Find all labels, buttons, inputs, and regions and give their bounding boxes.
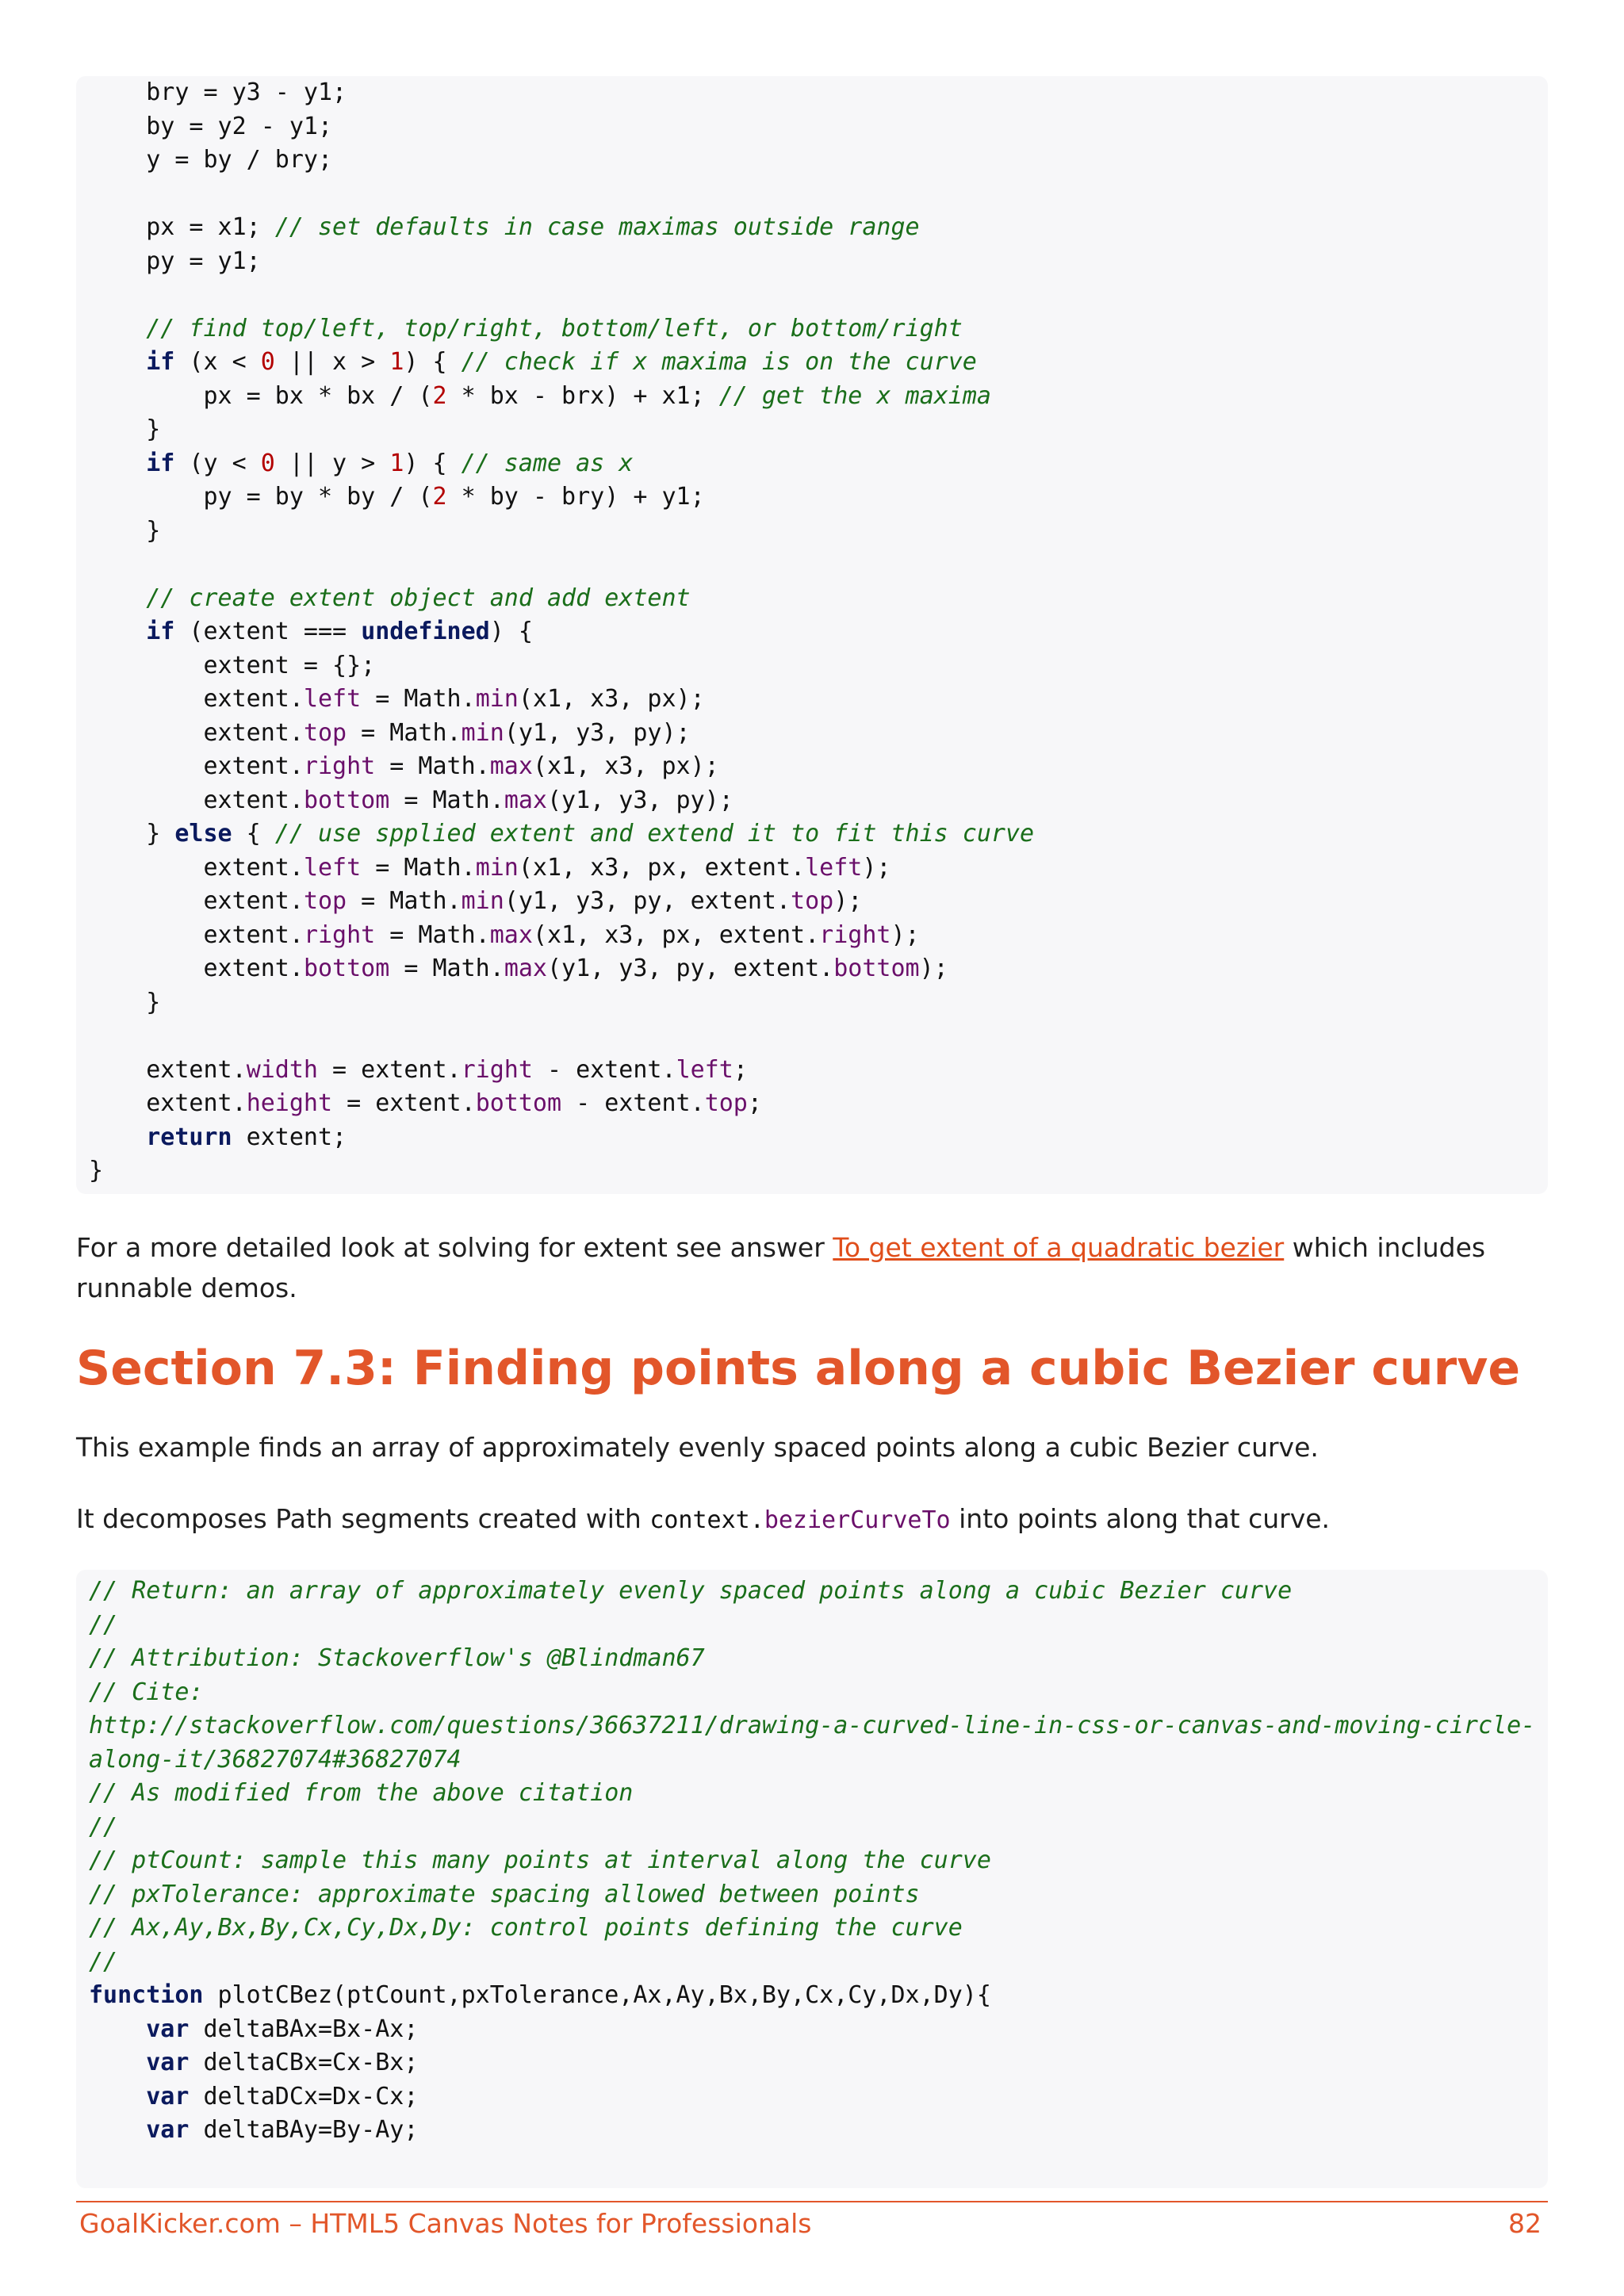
- code-text: (x1, x3, px);: [518, 685, 705, 713]
- code-line: [89, 110, 1548, 144]
- code-line: [89, 515, 1548, 549]
- code-line: [89, 413, 1548, 447]
- code-keyword: if: [146, 449, 175, 477]
- footer-title: GoalKicker.com – HTML5 Canvas Notes for Professionals: [79, 2208, 812, 2239]
- code-line: [89, 144, 1548, 178]
- code-text: bry = y3 - y1;: [89, 78, 347, 106]
- code-comment: // get the x maxima: [718, 381, 991, 410]
- code-property: left: [303, 685, 362, 713]
- code-comment: along-it/36827074#36827074: [89, 1745, 462, 1774]
- code-line: [89, 278, 1548, 312]
- code-line: [89, 582, 1548, 616]
- code-line: [89, 1642, 1548, 1676]
- code-keyword: undefined: [361, 618, 490, 645]
- code-text: );: [862, 853, 891, 882]
- code-property: max: [489, 920, 533, 949]
- paragraph-decomposes: [76, 1498, 1548, 1540]
- code-property: right: [819, 920, 891, 949]
- code-property: right: [461, 1055, 533, 1084]
- code-text: (y <: [174, 449, 261, 477]
- code-text: );: [919, 955, 948, 982]
- code-text: deltaBAx=Bx-Ax;: [189, 2015, 419, 2043]
- code-text: (x1, x3, px, extent.: [518, 853, 806, 882]
- code-line: [89, 1609, 1548, 1643]
- code-line: [89, 1575, 1548, 1609]
- code-keyword: var: [146, 2082, 190, 2110]
- code-comment: // set defaults in case maximas outside range: [274, 213, 920, 241]
- code-keyword: if: [146, 618, 175, 645]
- code-text: [89, 2083, 146, 2110]
- code-keyword: var: [146, 2049, 190, 2076]
- code-property: max: [504, 955, 547, 982]
- code-property: right: [303, 920, 376, 949]
- code-text: }: [89, 516, 161, 545]
- code-text: = Math.: [347, 718, 462, 747]
- code-text: extent.: [89, 887, 304, 915]
- code-line: [89, 2013, 1548, 2047]
- section-heading: Section 7.3: Finding points along a cubic Bezier curve: [76, 1341, 1521, 1396]
- code-comment: // As modified from the above citation: [89, 1779, 634, 1807]
- code-block-extent: [76, 76, 1548, 1194]
- code-text: = Math.: [347, 887, 462, 915]
- code-line: [89, 1946, 1548, 1980]
- code-text: [89, 315, 146, 342]
- code-text: extent.: [89, 1089, 247, 1117]
- code-text: );: [891, 920, 920, 949]
- code-keyword: if: [146, 348, 175, 376]
- code-text: = Math.: [389, 786, 504, 814]
- code-line: [89, 1121, 1548, 1155]
- code-line: [89, 750, 1548, 784]
- code-text: );: [833, 887, 863, 915]
- code-text: extent.: [89, 920, 304, 949]
- code-text: - extent.: [532, 1055, 676, 1084]
- code-text: extent;: [232, 1123, 347, 1151]
- code-line: [89, 683, 1548, 717]
- code-text: || y >: [274, 449, 390, 477]
- code-property: bottom: [303, 786, 390, 814]
- code-line: [89, 2046, 1548, 2080]
- code-keyword: else: [174, 820, 232, 848]
- code-text: = Math.: [389, 955, 504, 982]
- code-line: [89, 245, 1548, 279]
- code-text: {: [232, 820, 275, 848]
- code-text: extent.: [89, 752, 304, 780]
- paragraph-text: into points along that curve.: [950, 1503, 1331, 1534]
- code-line: [89, 1020, 1548, 1054]
- code-text: [89, 618, 146, 645]
- code-property: min: [475, 685, 519, 713]
- code-text: (x1, x3, px, extent.: [532, 920, 820, 949]
- code-property: top: [704, 1089, 748, 1117]
- code-text: = Math.: [375, 752, 490, 780]
- code-line: [89, 1979, 1548, 2013]
- code-text: }: [89, 1157, 104, 1184]
- code-property: width: [246, 1055, 318, 1084]
- code-comment: // pxTolerance: approximate spacing allowed between points: [89, 1880, 920, 1908]
- code-text: = extent.: [332, 1089, 476, 1117]
- code-comment: // create extent object and add extent: [146, 584, 691, 612]
- code-text: (y1, y3, py);: [547, 786, 733, 814]
- code-comment: // Return: an array of approximately evenly spaced points along a cubic Bezier curve: [89, 1577, 1293, 1605]
- code-comment: //: [89, 1610, 118, 1639]
- code-text: deltaCBx=Cx-Bx;: [189, 2049, 419, 2076]
- code-keyword: function: [89, 1981, 204, 2009]
- code-text: = Math.: [375, 920, 490, 949]
- code-text: * bx - brx) + x1;: [446, 381, 719, 410]
- paragraph-extent-note: [76, 1227, 1548, 1308]
- code-text: plotCBez(ptCount,pxTolerance,Ax,Ay,Bx,By,Cx,Cy,Dx,Dy){: [203, 1981, 991, 2009]
- code-comment: // find top/left, top/right, bottom/left, or bottom/right: [146, 314, 963, 342]
- code-line: [89, 178, 1548, 212]
- code-text: extent.: [89, 853, 304, 882]
- code-line: [89, 76, 1548, 110]
- code-line: [89, 2114, 1548, 2148]
- code-text: (x1, x3, px);: [532, 752, 719, 780]
- code-property: min: [461, 887, 504, 915]
- code-property: top: [791, 887, 834, 915]
- code-text: }: [89, 415, 161, 443]
- code-text: (extent ===: [174, 618, 362, 645]
- code-text: = extent.: [318, 1055, 462, 1084]
- code-text: (y1, y3, py);: [504, 718, 691, 747]
- paragraph-intro: This example finds an array of approximately evenly spaced points along a cubic Bezier curve.: [76, 1432, 1319, 1463]
- inline-code: [649, 1506, 950, 1534]
- code-text: ;: [733, 1055, 748, 1084]
- code-text: (y1, y3, py, extent.: [547, 955, 834, 982]
- code-comment: //: [89, 1947, 118, 1976]
- extent-answer-link[interactable]: To get extent of a quadratic bezier: [833, 1232, 1285, 1263]
- code-line: [89, 1777, 1548, 1811]
- code-line: [89, 717, 1548, 751]
- code-property: bottom: [475, 1089, 562, 1117]
- code-line: [89, 2080, 1548, 2114]
- code-text: }: [89, 820, 175, 848]
- code-property: bottom: [833, 955, 920, 982]
- code-text: = Math.: [361, 853, 476, 882]
- code-comment: //: [89, 1812, 118, 1841]
- code-property: bottom: [303, 955, 390, 982]
- code-text: - extent.: [561, 1089, 705, 1117]
- code-text: ) {: [489, 618, 533, 645]
- code-comment: // ptCount: sample this many points at interval along the curve: [89, 1846, 991, 1874]
- code-text: px = x1;: [89, 213, 275, 241]
- code-text: (x <: [174, 348, 261, 376]
- code-comment: // Attribution: Stackoverflow's @Blindman67: [89, 1644, 705, 1672]
- code-property: min: [475, 853, 519, 882]
- code-text: }: [89, 988, 161, 1016]
- code-comment: // Cite:: [89, 1678, 204, 1706]
- code-number: 0: [260, 449, 275, 477]
- code-text: || x >: [274, 348, 390, 376]
- code-number: 1: [389, 348, 404, 376]
- code-keyword: return: [146, 1123, 232, 1151]
- code-comment: http://stackoverflow.com/questions/36637211/drawing-a-curved-line-in-css-or-canvas-and-moving-circle-: [89, 1712, 1536, 1739]
- code-property: top: [303, 718, 347, 747]
- code-text: * by - bry) + y1;: [446, 483, 705, 511]
- code-line: [89, 447, 1548, 481]
- code-text: [89, 2049, 146, 2076]
- code-text: [89, 1123, 146, 1151]
- code-number: 2: [432, 483, 447, 511]
- paragraph-text: It decomposes Path segments created with: [76, 1503, 650, 1534]
- code-comment: // use spplied extent and extend it to fit this curve: [274, 820, 1035, 848]
- code-text: [89, 348, 146, 376]
- inline-code-object: context.: [649, 1506, 764, 1534]
- code-property: left: [805, 853, 863, 882]
- code-text: extent = {};: [89, 651, 376, 679]
- code-text: by = y2 - y1;: [89, 112, 333, 140]
- code-text: py = by * by / (: [89, 483, 433, 511]
- code-property: min: [461, 718, 504, 747]
- code-keyword: var: [146, 2116, 190, 2144]
- code-line: [89, 649, 1548, 683]
- code-property: max: [489, 752, 533, 780]
- footer-divider: [76, 2201, 1548, 2202]
- code-text: extent.: [89, 786, 304, 814]
- code-line: [89, 1709, 1548, 1743]
- code-property: top: [303, 887, 347, 915]
- code-property: height: [246, 1089, 333, 1117]
- code-line: [89, 784, 1548, 818]
- code-text: extent.: [89, 718, 304, 747]
- code-property: right: [303, 752, 376, 780]
- code-text: extent.: [89, 955, 304, 982]
- code-comment: // same as x: [461, 449, 634, 477]
- code-number: 1: [389, 449, 404, 477]
- code-line: [89, 1087, 1548, 1121]
- code-comment: // check if x maxima is on the curve: [461, 348, 977, 376]
- code-line: [89, 615, 1548, 649]
- paragraph-text: which includes runnable demos.: [76, 1232, 1486, 1303]
- page-number: 82: [1508, 2208, 1542, 2239]
- code-line: [89, 346, 1548, 380]
- code-number: 2: [432, 381, 447, 410]
- code-line: [89, 1676, 1548, 1710]
- code-line: [89, 1911, 1548, 1946]
- code-keyword: var: [146, 2015, 190, 2043]
- code-line: [89, 885, 1548, 919]
- code-text: [89, 2015, 146, 2043]
- code-text: (y1, y3, py, extent.: [504, 887, 791, 915]
- code-property: max: [504, 786, 547, 814]
- code-text: extent.: [89, 1055, 247, 1084]
- code-line: [89, 380, 1548, 414]
- code-text: ) {: [404, 348, 462, 376]
- code-line: [89, 1743, 1548, 1777]
- code-text: [89, 450, 146, 477]
- code-text: y = by / bry;: [89, 146, 333, 174]
- code-line: [89, 548, 1548, 582]
- code-number: 0: [260, 348, 275, 376]
- code-line: [89, 919, 1548, 953]
- code-line: [89, 1844, 1548, 1878]
- code-text: deltaDCx=Dx-Cx;: [189, 2082, 419, 2110]
- code-property: left: [676, 1055, 733, 1084]
- code-line: [89, 1154, 1548, 1188]
- code-text: [89, 584, 146, 612]
- code-line: [89, 1054, 1548, 1088]
- code-text: deltaBAy=By-Ay;: [189, 2116, 419, 2144]
- code-line: [89, 952, 1548, 986]
- code-text: px = bx * bx / (: [89, 381, 433, 410]
- code-line: [89, 817, 1548, 851]
- code-line: [89, 211, 1548, 245]
- inline-code-method: bezierCurveTo: [764, 1506, 951, 1534]
- code-line: [89, 851, 1548, 886]
- code-property: left: [303, 853, 362, 882]
- code-line: [89, 1811, 1548, 1845]
- code-text: = Math.: [361, 685, 476, 713]
- code-line: [89, 480, 1548, 515]
- code-block-plotcbez: [76, 1570, 1548, 2188]
- code-text: py = y1;: [89, 247, 261, 275]
- code-line: [89, 312, 1548, 346]
- code-text: ) {: [404, 449, 462, 477]
- code-line: [89, 1878, 1548, 1912]
- code-text: ;: [747, 1089, 762, 1117]
- code-text: [89, 2116, 146, 2144]
- code-text: extent.: [89, 685, 304, 713]
- code-comment: // Ax,Ay,Bx,By,Cx,Cy,Dx,Dy: control points defining the curve: [89, 1914, 963, 1942]
- paragraph-text: For a more detailed look at solving for extent see answer: [76, 1232, 833, 1263]
- code-line: [89, 986, 1548, 1020]
